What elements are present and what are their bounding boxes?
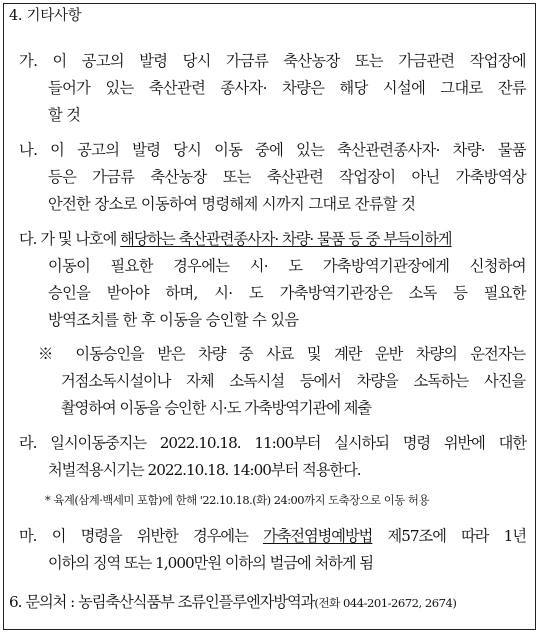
item-na-line-2: 등은 가금류 축산농장 또는 축산관련 작업장이 아닌 가축방역상: [48, 168, 526, 186]
note-line-3: 촬영하여 이동을 승인한 시·도 가축방역기관에 제출: [61, 399, 372, 417]
exception-note: * 육계(삼계·백세미 포함)에 한해 '22.10.18.(화) 24:00까지 도축장으로 이동 허용: [45, 493, 429, 507]
contact-label: 6. 문의처 : 농림축산식품부 조류인플루엔자방역과: [9, 593, 315, 611]
item-da-line-4: 방역조치를 한 후 이동을 승인할 수 있음: [48, 311, 299, 329]
item-ma-line-1-tail: 제57조에 따라 1년: [372, 527, 526, 545]
note-line-2: 거점소독시설이나 자체 소독시설 등에서 차량을 소독하는 사진을: [61, 372, 525, 390]
item-ra-line-2: 처벌적용시기는 2022.10.18. 14:00부터 적용한다.: [48, 461, 361, 479]
contact-line: [9, 592, 456, 613]
item-da-line-3: 승인을 받아야 하며, 시· 도 가축방역기관장은 소독 등 필요한: [48, 284, 526, 302]
item-ga-line-3: 할 것: [48, 106, 81, 124]
item-na-line-1: 나. 이 공고의 발령 당시 이동 중에 있는 축산관련종사자· 차량· 물품: [19, 141, 526, 159]
item-ma-line-2: 이하의 징역 또는 1,000만원 이하의 벌금에 처하게 됨: [48, 554, 374, 572]
item-ga-line-1: 가. 이 공고의 발령 당시 가금류 축산농장 또는 가금관련 작업장에: [19, 52, 526, 70]
item-ma-line-1-lead: 마. 이 명령을 위반한 경우에는: [19, 527, 263, 545]
item-ma-line-1: [19, 526, 526, 546]
item-ma-law-name: 가축전염병예방법: [262, 527, 373, 545]
item-da-line-1-underlined: 해당하는 축산관련종사자· 차량· 물품 등 중 부득이하게: [120, 230, 452, 248]
item-na-line-3: 안전한 장소로 이동하여 명령해제 시까지 그대로 잔류할 것: [48, 195, 416, 213]
item-da-line-1: [19, 229, 526, 249]
item-ra-line-1: 라. 일시이동중지는 2022.10.18. 11:00부터 실시하되 명령 위반에 대한: [19, 434, 526, 452]
item-da-line-2: 이동이 필요한 경우에는 시· 도 가축방역기관장에게 신청하여: [48, 257, 526, 275]
note-line-1: ※ 이동승인을 받은 차량 중 사료 및 계란 운반 차량의 운전자는: [38, 345, 525, 363]
item-da-line-1-lead: 다. 가 및 나호에: [19, 230, 121, 248]
contact-phone: (전화 044-201-2672, 2674): [314, 596, 457, 610]
item-ga-line-2: 들어가 있는 축산관련 종사자· 차량은 해당 시설에 그대로 잔류: [48, 79, 526, 97]
section-4-heading: 4. 기타사항: [9, 8, 82, 24]
